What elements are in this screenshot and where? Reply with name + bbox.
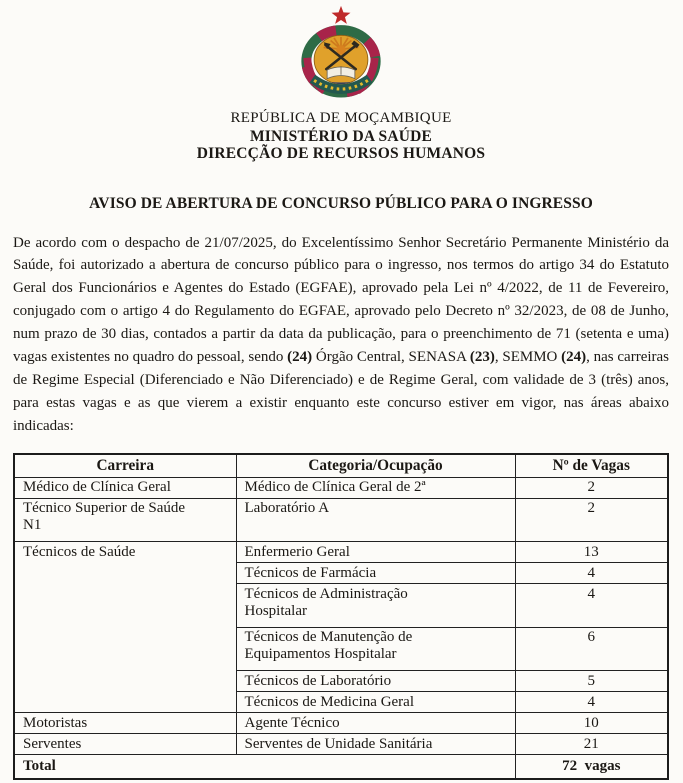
table-header-vagas: Nº de Vagas: [515, 454, 668, 478]
table-header-row: [14, 454, 668, 478]
categoria-cell: Técnicos de Laboratório: [236, 671, 515, 692]
body-bold-segment: (23): [469, 349, 495, 366]
categoria-cell: [236, 627, 515, 671]
categoria-cell: [236, 584, 515, 628]
carreira-cell: [14, 498, 236, 542]
categoria-cell: Agente Técnico: [236, 713, 515, 734]
body-bold-segment: (24): [287, 349, 313, 366]
carreira-cell: Médico de Clínica Geral: [14, 477, 236, 498]
vagas-cell: 2: [515, 477, 668, 498]
categoria-text: Técnicos de Administração Hospitalar: [244, 585, 408, 619]
table-row: [14, 498, 668, 542]
carreira-cell: Motoristas: [14, 713, 236, 734]
categoria-text: Técnicos de Manutenção de Equipamentos Hospitalar: [244, 629, 413, 663]
country-name: REPÚBLICA DE MOÇAMBIQUE: [230, 110, 452, 126]
categoria-cell: Laboratório A: [236, 498, 515, 542]
vacancies-table: [13, 453, 669, 781]
body-text-segment: Órgão Central, SENASA: [312, 349, 470, 366]
carreira-cell: Técnicos de Saúde: [14, 542, 236, 713]
body-text-segment: De acordo com o despacho de 21/07/2025, do Excelentíssimo Senhor Secretário Permanente Ministério da Saúde, foi autorizado a abertura de concurso público para o ingresso, nos termos do artigo 34 do Estatuto Geral dos Funcionários e Agentes do Estado (EGFAE), aprovado pela Lei nº 4/2022, de 11 de Fevereiro, conjugado com o artigo 4 do Regulamento do EGFAE, aprovado pelo Decreto nº 32/2023, de 08 de Junho, num prazo de 30 dias, contados a partir da data da publicação, para o preenchimento de 71 (setenta e uma) vagas existentes no quadro do pessoal, sendo: [13, 234, 669, 366]
categoria-cell: Técnicos de Farmácia: [236, 563, 515, 584]
categoria-cell: Serventes de Unidade Sanitária: [236, 734, 515, 755]
ministry-name: MINISTÉRIO DA SAÚDE: [249, 127, 433, 145]
table-header-carreira: Carreira: [14, 454, 236, 478]
vagas-cell: 4: [515, 563, 668, 584]
notice-title: AVISO DE ABERTURA DE CONCURSO PÚBLICO PARA O INGRESSO: [89, 194, 593, 212]
body-text-segment: , nas carreiras de Regime Especial (Diferenciado e Não Diferenciado) e de Regime Geral, com validade de 3 (três) anos, para estas vagas e as que vierem a existir enquanto este concurso estiver em vigor, nas áreas abaixo indicadas:: [13, 349, 670, 434]
total-label-cell: Total: [14, 755, 515, 780]
categoria-cell: Técnicos de Medicina Geral: [236, 692, 515, 713]
vagas-cell: 2: [515, 498, 668, 542]
carreira-text: Técnico Superior de Saúde N1: [23, 500, 186, 534]
vagas-cell: 21: [515, 734, 668, 755]
emblem-container: [13, 4, 669, 108]
vagas-cell: 6: [515, 627, 668, 671]
vagas-cell: 10: [515, 713, 668, 734]
body-text-segment: , SEMMO: [494, 349, 562, 366]
total-value-cell: 72 vagas: [515, 755, 668, 780]
government-letterhead: [13, 110, 669, 163]
table-row: [14, 542, 668, 563]
table-total-row: [14, 755, 668, 780]
vagas-cell: 4: [515, 584, 668, 628]
categoria-cell: Médico de Clínica Geral de 2ª: [236, 477, 515, 498]
table-row: [14, 713, 668, 734]
table-row: [14, 477, 668, 498]
carreira-cell: Serventes: [14, 734, 236, 755]
table-row: [14, 734, 668, 755]
mozambique-coat-of-arms-icon: [289, 4, 393, 103]
table-header-categoria: Categoria/Ocupação: [236, 454, 515, 478]
vagas-cell: 5: [515, 671, 668, 692]
notice-body-paragraph: [13, 232, 669, 438]
categoria-cell: Enfermerio Geral: [236, 542, 515, 563]
vagas-cell: 13: [515, 542, 668, 563]
body-bold-segment: (24): [561, 349, 587, 366]
vagas-cell: 4: [515, 692, 668, 713]
directorate-name: DIRECÇÃO DE RECURSOS HUMANOS: [196, 145, 486, 162]
